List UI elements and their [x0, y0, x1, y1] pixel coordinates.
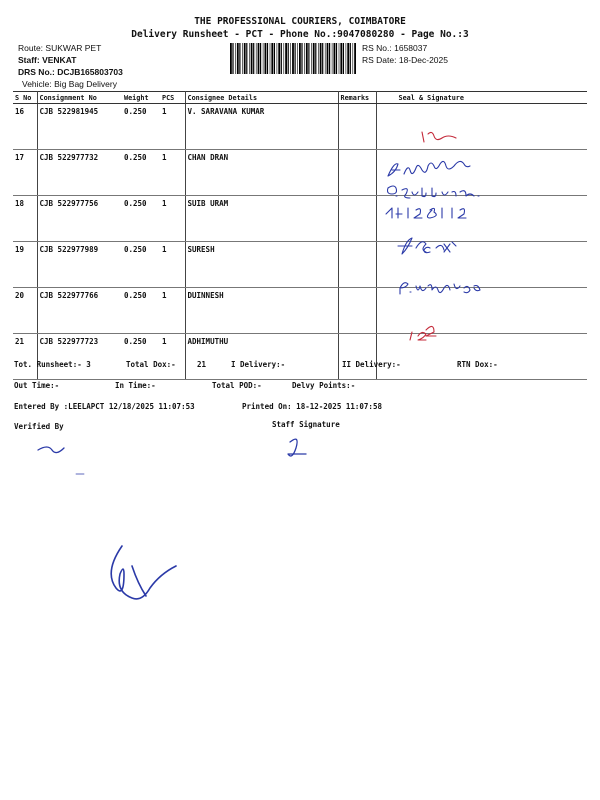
col-header-consignee: Consignee Details: [185, 92, 338, 104]
rs-number: RS No.: 1658037: [362, 43, 428, 53]
cell-consignment: CJB 522977989: [37, 242, 122, 288]
cell-sno: 19: [13, 242, 37, 288]
ii-delivery: II Delivery:-: [342, 360, 401, 369]
cell-weight: 0.250: [122, 150, 160, 196]
total-dox-label: Total Dox:-: [126, 360, 176, 369]
rtn-dox: RTN Dox:-: [457, 360, 498, 369]
cell-consignee: DUINNESH: [185, 288, 338, 334]
tot-runsheet: Tot. Runsheet:- 3: [14, 360, 91, 369]
col-header-seal-signature: Seal & Signature: [376, 92, 587, 104]
col-header-consignment: Consignment No: [37, 92, 122, 104]
col-header-sno: S No: [13, 92, 37, 104]
col-header-remarks: Remarks: [338, 92, 376, 104]
route-label: Route: SUKWAR PET: [18, 43, 102, 53]
verified-by-mark: [38, 447, 64, 453]
cell-consignment: CJB 522977756: [37, 196, 122, 242]
cell-pcs: 1: [160, 104, 185, 150]
table-header-row: [13, 92, 587, 104]
col-header-pcs: PCS: [160, 92, 185, 104]
cell-consignment: CJB 522977766: [37, 288, 122, 334]
cell-sno: 18: [13, 196, 37, 242]
cell-remarks: [338, 150, 376, 196]
handwritten-signatures: [380, 118, 590, 348]
cell-consignment: CJB 522977723: [37, 334, 122, 380]
footer-signatures: [0, 430, 600, 630]
cell-weight: 0.250: [122, 242, 160, 288]
cell-remarks: [338, 196, 376, 242]
staff-signature-mark: [288, 439, 306, 456]
cell-consignee: SURESH: [185, 242, 338, 288]
entered-by: Entered By :LEELAPCT 12/18/2025 11:07:53: [14, 402, 195, 411]
total-dox-value: 21: [197, 360, 207, 369]
cell-consignment: CJB 522981945: [37, 104, 122, 150]
delvy-points: Delvy Points:-: [292, 381, 356, 390]
rs-date: RS Date: 18-Dec-2025: [362, 55, 448, 65]
cell-remarks: [338, 334, 376, 380]
cell-consignee: ADHIMUTHU: [185, 334, 338, 380]
barcode: [230, 43, 357, 74]
cell-weight: 0.250: [122, 196, 160, 242]
vehicle-label: Vehicle: Big Bag Delivery: [22, 79, 117, 89]
cell-pcs: 1: [160, 242, 185, 288]
cell-sno: 17: [13, 150, 37, 196]
cell-remarks: [338, 242, 376, 288]
cell-consignee: CHAN DRAN: [185, 150, 338, 196]
cell-pcs: 1: [160, 288, 185, 334]
printed-on: Printed On: 18-12-2025 11:07:58: [242, 402, 382, 411]
verified-by-label: Verified By: [14, 422, 64, 431]
col-header-weight: Weight: [122, 92, 160, 104]
cell-consignment: CJB 522977732: [37, 150, 122, 196]
cell-pcs: 1: [160, 196, 185, 242]
cell-remarks: [338, 288, 376, 334]
cell-sno: 16: [13, 104, 37, 150]
out-time: Out Time:-: [14, 381, 60, 390]
large-signature-mark: [111, 546, 176, 599]
cell-pcs: 1: [160, 150, 185, 196]
cell-weight: 0.250: [122, 334, 160, 380]
cell-weight: 0.250: [122, 288, 160, 334]
cell-weight: 0.250: [122, 104, 160, 150]
cell-consignee: V. SARAVANA KUMAR: [185, 104, 338, 150]
cell-remarks: [338, 104, 376, 150]
i-delivery: I Delivery:-: [231, 360, 286, 369]
total-pod: Total POD:-: [212, 381, 262, 390]
document-title: THE PROFESSIONAL COURIERS, COIMBATORE: [194, 16, 406, 27]
staff-label: Staff: VENKAT: [18, 55, 77, 65]
staff-signature-label: Staff Signature: [272, 420, 340, 429]
cell-sno: 21: [13, 334, 37, 380]
cell-consignee: SUIB URAM: [185, 196, 338, 242]
cell-pcs: 1: [160, 334, 185, 380]
in-time: In Time:-: [115, 381, 156, 390]
drs-number: DRS No.: DCJB165803703: [18, 67, 123, 77]
cell-sno: 20: [13, 288, 37, 334]
document-subtitle: Delivery Runsheet - PCT - Phone No.:9047080280 - Page No.:3: [131, 29, 469, 40]
